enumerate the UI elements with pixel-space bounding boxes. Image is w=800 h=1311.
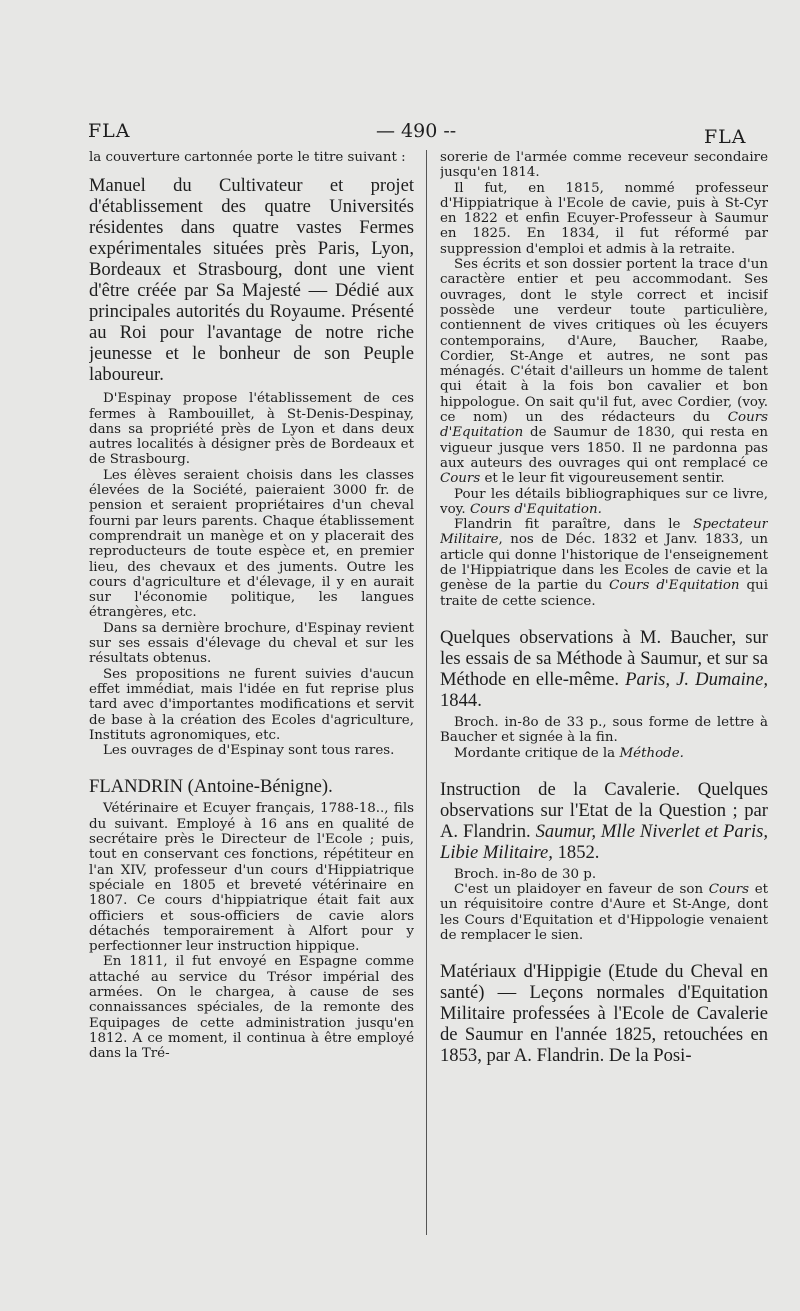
paragraph: En 1811, il fut envoyé en Espagne comme attaché au service du Trésor impérial des armées. On le chargea, à cause de ses connaissances spéciales, de la remonte des Equipages de cette administration jusqu'en 1812. A ce moment, il continua à être employé dans la Tré- (89, 954, 414, 1062)
italic-run: Cours (440, 471, 481, 487)
paragraph: sorerie de l'armée comme receveur secondaire jusqu'en 1814. (440, 150, 768, 181)
paragraph: Les ouvrages de d'Espinay sont tous rares. (103, 743, 395, 759)
text-run: Mordante critique de la (454, 745, 616, 761)
paragraph (440, 517, 768, 609)
text-run: Instruction de la Cavalerie. Quelques observations sur l'Etat de la Question ; par A. Flandrin. (440, 778, 768, 842)
book-title: Matériaux d'Hippigie (Etude du Cheval en santé) — Leçons normales d'Equitation Militaire professées à l'Ecole de Cavalerie de Saumur en l'année 1825, retouchées en 1853, par A. Flandrin. De la Posi- (440, 961, 768, 1067)
text-run: de Saumur de 1830, qui resta en vigueur jusque vers 1850. Il ne pardonna pas aux auteurs des ouvrages qui ont remplacé ce (440, 425, 768, 471)
text-run: C'est un plaidoyer en faveur de son (454, 882, 704, 898)
paragraph (440, 882, 768, 943)
italic-run: Méthode. (619, 745, 684, 761)
text-run: 1844. (440, 689, 482, 711)
paragraph: Broch. in-8o de 30 p. (454, 866, 597, 882)
paragraph (440, 746, 768, 761)
paragraph: Les élèves seraient choisis dans les classes élevées de la Société, paieraient 3000 fr. de pension et seraient propriétaires d'un cheval fourni par leurs parents. Chaque établissement comprendrait un manège et on y placerait des reproducteurs de toute espèce et, en premier lieu, des chevaux et des juments. Outre les cours d'agriculture et d'élevage, il y en aurait sur l'économie politique, les langues étrangères, etc. (89, 467, 414, 621)
header-left: FLA (88, 120, 131, 142)
paragraph: Vétérinaire et Ecuyer français, 1788-18.., fils du suivant. Employé à 16 ans en qualité de secrétaire près le Directeur de l'Ecole ; puis, tout en conservant ces fonctions, répétiteur en l'an XIV, professeur d'un cours d'Hippiatrique spéciale en 1805 et breveté vétérinaire en 1807. Ce cours d'hippiatrique était fait aux officiers et sous-officiers de cavie alors détachés temporairement à Alfort pour y perfectionner leur instruction hippique. (89, 801, 414, 955)
paragraph (440, 257, 768, 486)
paragraph: Dans sa dernière brochure, d'Espinay revient sur ses essais d'élevage du cheval et sur les résultats obtenus. (89, 620, 414, 667)
text-run: qui traite de cette science. (440, 578, 768, 609)
italic-run: Spectateur Militaire (440, 517, 768, 548)
text-run: Quelques observations à M. Baucher, sur les essais de sa Méthode à Saumur, et sur sa Méthode en elle-même. (440, 626, 768, 690)
text-run: et le leur fit vigoureusement sentir. (484, 471, 725, 487)
paragraph: Il fut, en 1815, nommé professeur d'Hippiatrique à l'Ecole de cavie, puis à St-Cyr en 1822 et enfin Ecuyer-Professeur à Saumur en 1825. En 1834, il fut réformé par suppression d'emploi et admis à la retraite. (440, 180, 768, 257)
left-column (89, 150, 414, 1270)
book-title (440, 779, 768, 863)
text-run: et un réquisitoire contre d'Aure et St-Ange, dont les Cours d'Equitation et d'Hippologie venaient de remplacer le sien. (440, 882, 768, 943)
text-run: Flandrin fit paraître, dans le (454, 517, 681, 533)
text-run: Pour les détails bibliographiques sur ce livre, voy. (440, 486, 768, 517)
paragraph: Ses propositions ne furent suivies d'aucun effet immédiat, mais l'idée en fut reprise plus tard avec d'importantes modifications et servit de base à la création des Ecoles d'agriculture, Instituts agronomiques, etc. (89, 666, 414, 743)
book-title (440, 627, 768, 711)
right-column (440, 150, 768, 1280)
page-number: — 490 -- (376, 120, 457, 142)
running-header (0, 120, 800, 150)
paragraph (440, 487, 768, 518)
author-heading: FLANDRIN (Antoine-Bénigne). (89, 776, 333, 798)
italic-run: Cours (708, 882, 750, 898)
italic-run: Cours d'Equitation (609, 578, 740, 594)
italic-run: Cours d'Equitation (440, 410, 768, 441)
book-title: Manuel du Cultivateur et projet d'établissement des quatre Universités résidentes dans quatre vastes Fermes expérimentales situées près Paris, Lyon, Bordeaux et Strasbourg, dont une vient d'être créée par Sa Majesté — Dédié aux principales autorités du Royaume. Présenté au Roi pour l'avantage de notre riche jeunesse et le bonheur de son Peuple laboureur. (89, 175, 414, 386)
paragraph: Broch. in-8o de 33 p., sous forme de lettre à Baucher et signée à la fin. (440, 714, 768, 746)
italic-run: Cours d'Equitation. (469, 501, 602, 517)
paragraph: D'Espinay propose l'établissement de ces fermes à Rambouillet, à St-Denis-Despinay, dans sa propriété près de Lyon et dans deux autres localités à désigner près de Bordeaux et de Strasbourg. (89, 391, 414, 468)
italic-run: Saumur, Mlle Niverlet et Paris, Libie Militaire, (440, 820, 768, 863)
paragraph: la couverture cartonnée porte le titre suivant : (89, 150, 406, 165)
column-divider (426, 150, 427, 1235)
italic-run: Paris, J. Dumaine, (625, 668, 768, 690)
text-run: 1852. (557, 841, 600, 863)
header-right: FLA (704, 126, 747, 148)
text-run: , nos de Déc. 1832 et Janv. 1833, un article qui donne l'historique de l'enseignement de l'Hippiatrique dans les Ecoles de cavie et la genèse de la partie du (440, 532, 768, 594)
text-run: Ses écrits et son dossier portent la trace d'un caractère entier et peu accommodant. Ses ouvrages, dont le style correct et incisif possède une verdeur toute particulière, contiennent de vives critiques où les écuyers contemporains, d'Aure, Baucher, Raabe, Cordier, St-Ange et autres, ne sont pas ménagés. C'était d'ailleurs un homme de talent qui était à la fois bon cavalier et bon hippologue. On sait qu'il fut, avec Cordier, (voy. ce nom) un des rédacteurs du (440, 257, 768, 426)
